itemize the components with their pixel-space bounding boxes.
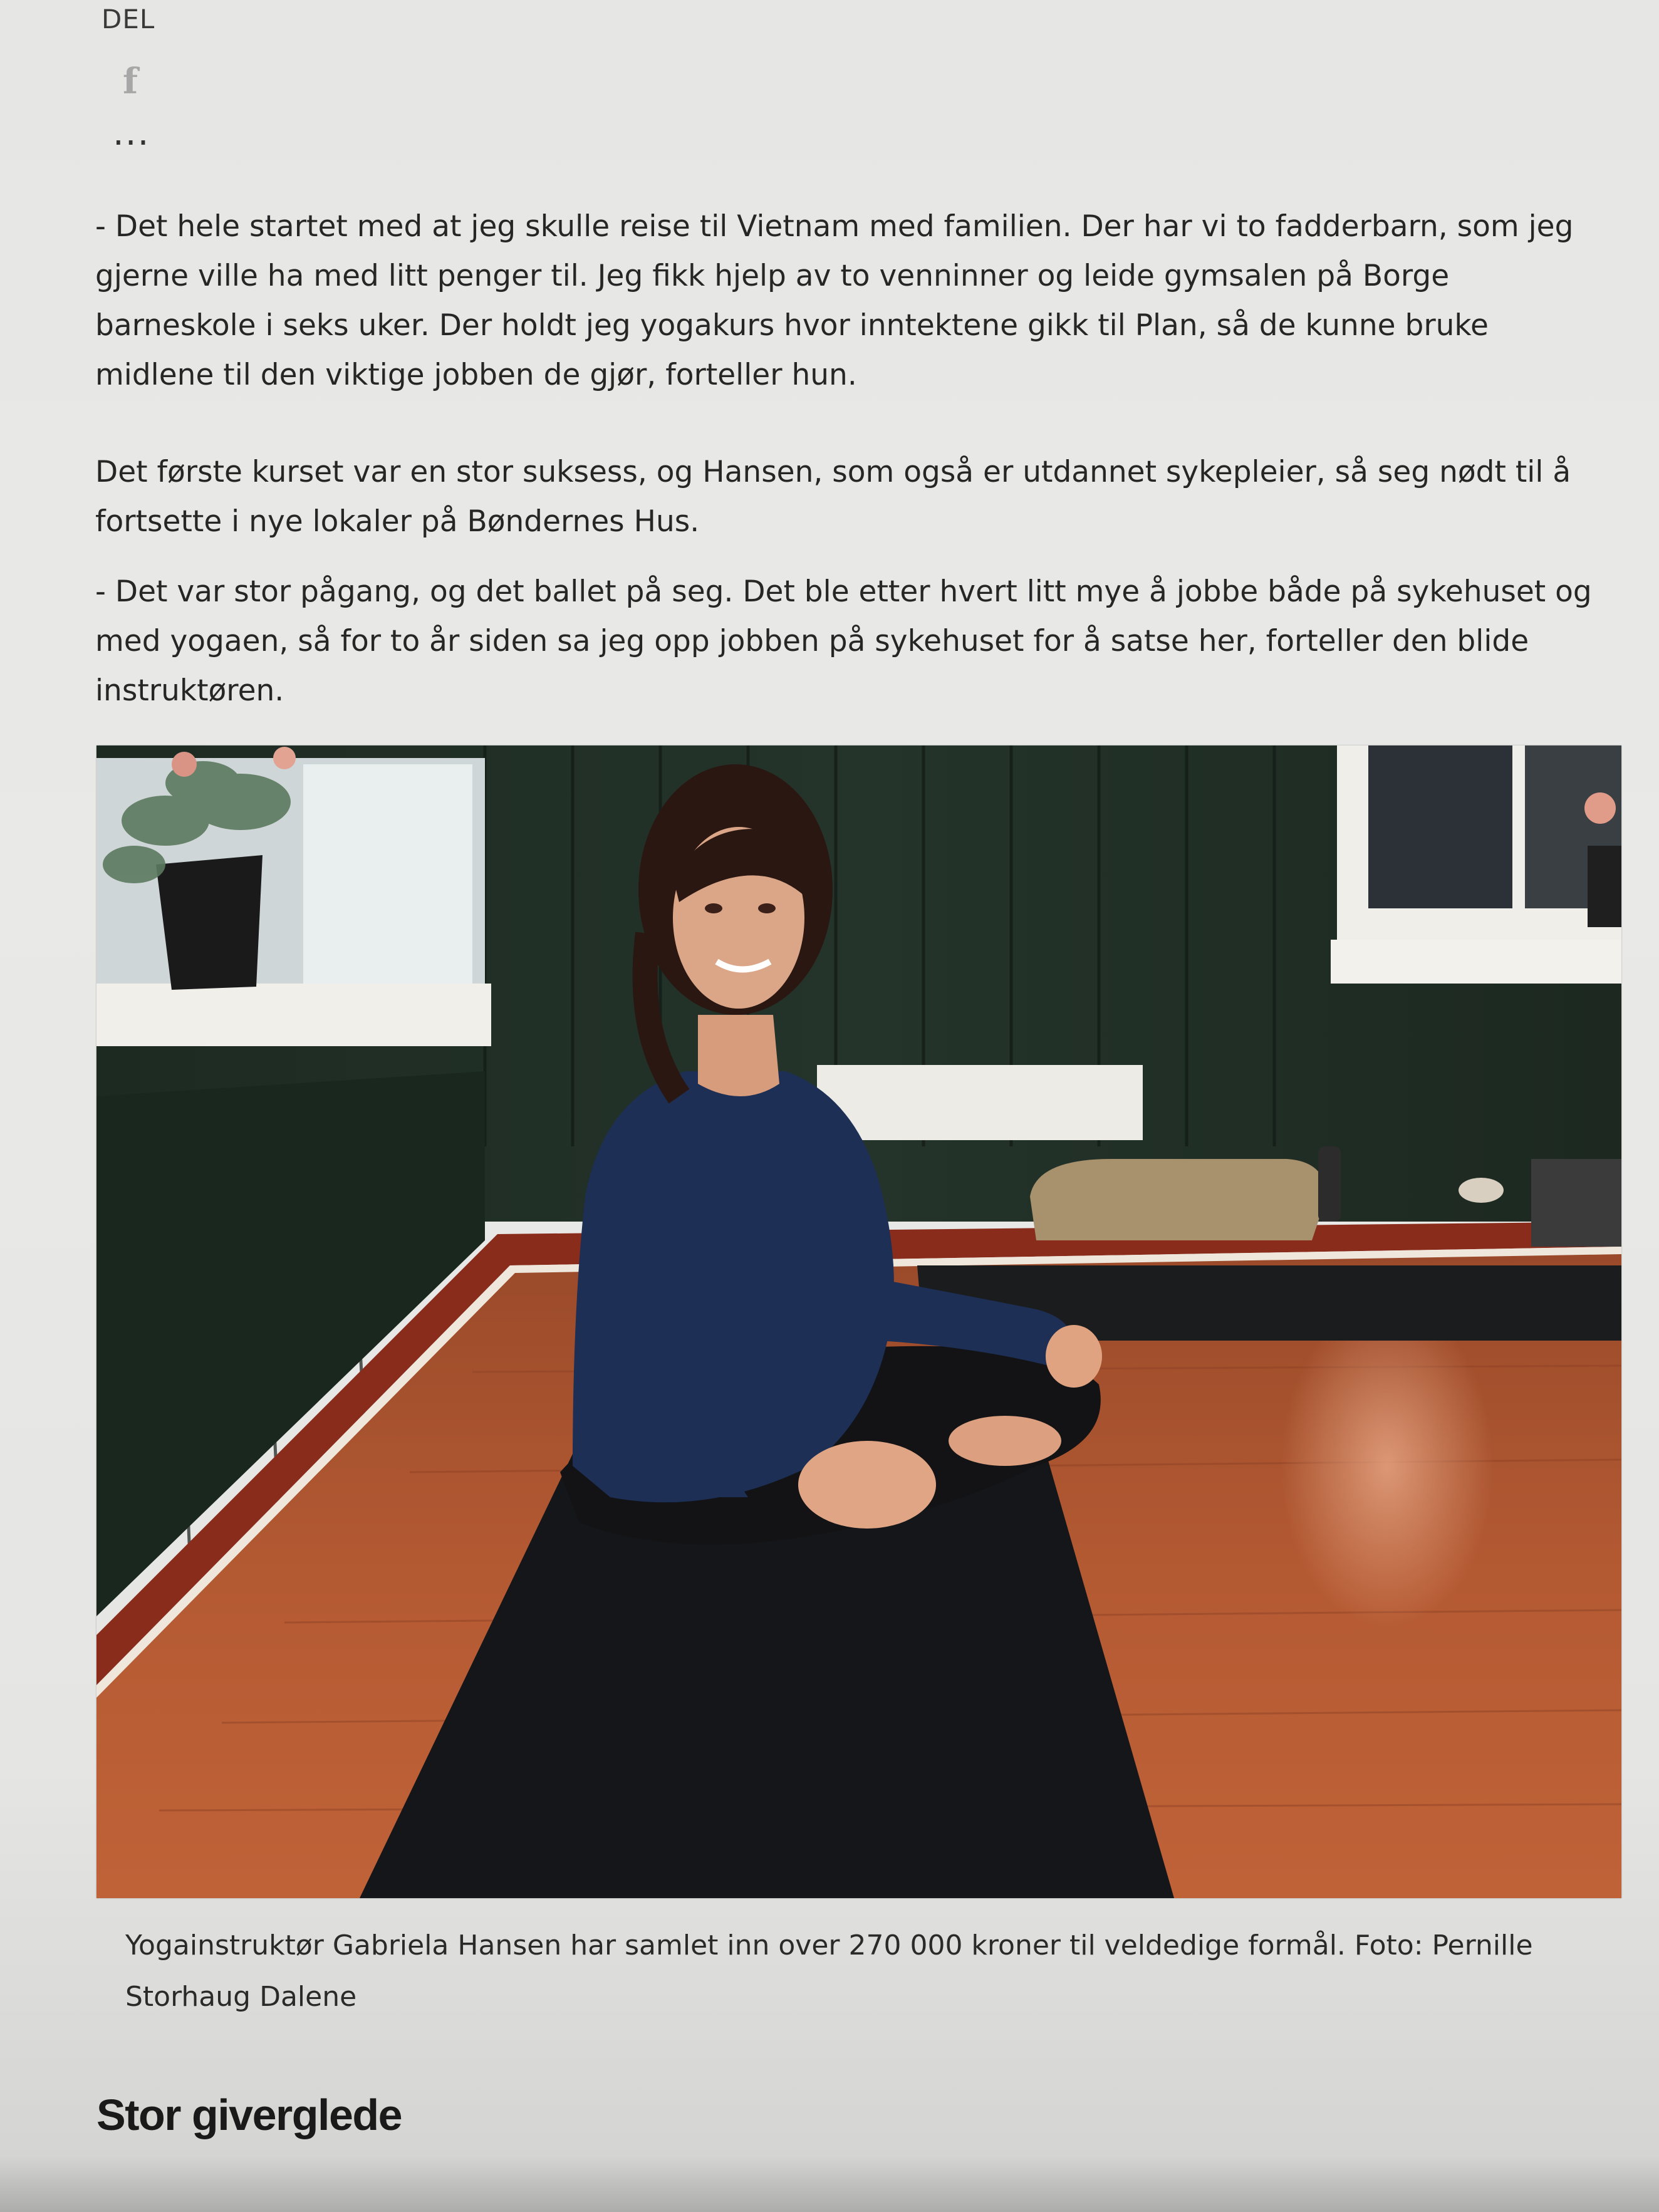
section-heading: Stor giverglede: [96, 2090, 402, 2139]
article-paragraph-2: Det første kurset var en stor suksess, og Hansen, som også er utdannet sykepleier, så seg nødt til å fortsette i nye lokaler på Bøndernes Hus.: [95, 455, 1571, 539]
facebook-icon[interactable]: f: [122, 61, 138, 102]
page-shadow: [0, 2156, 1659, 2212]
share-label: DEL: [101, 4, 155, 34]
more-options-icon[interactable]: ...: [113, 113, 150, 153]
article-photo: [96, 745, 1621, 1898]
photo-caption: Yogainstruktør Gabriela Hansen har samlet inn over 270 000 kroner til veldedige formål. Foto: Pernille Storhaug Dalene: [125, 1929, 1533, 2013]
article-paragraph-1: - Det hele startet med at jeg skulle reise til Vietnam med familien. Der har vi to fadderbarn, som jeg gjerne ville ha med litt penger til. Jeg fikk hjelp av to venninner og leide gymsalen på Borge barneskole i seks uker. Der holdt jeg yogakurs hvor inntektene gikk til Plan, så de kunne bruke midlene til den viktige jobben de gjør, forteller hun.: [95, 209, 1574, 392]
article-paragraph-3: - Det var stor pågang, og det ballet på seg. Det ble etter hvert litt mye å jobbe både på sykehuset og med yogaen, så for to år siden sa jeg opp jobben på sykehuset for å satse her, forteller den blide instruktøren.: [95, 574, 1592, 708]
